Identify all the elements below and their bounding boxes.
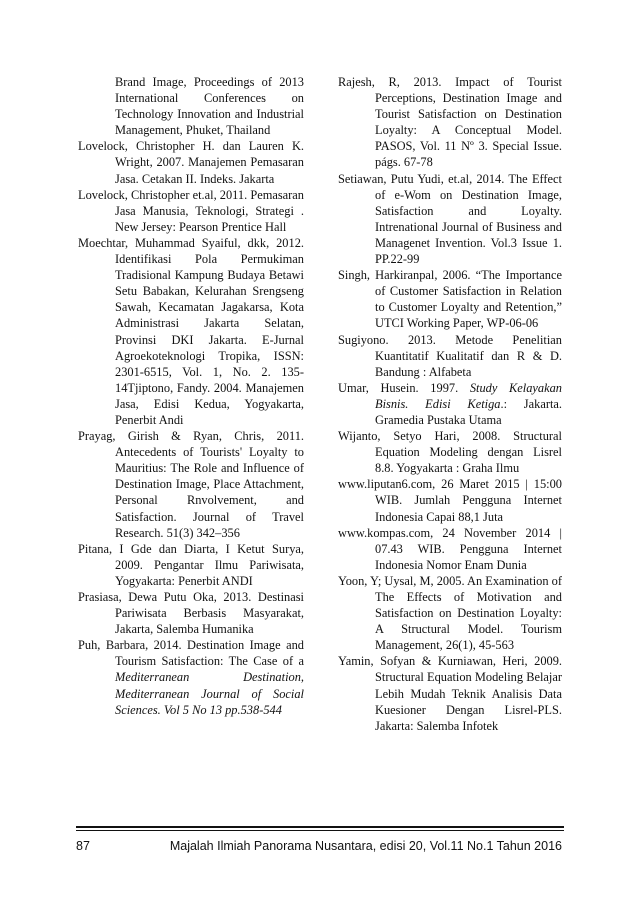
reference-text: Prasiasa, Dewa Putu Oka, 2013. Destinasi Pariwisata Berbasis Masyarakat, Jakarta, Salemba Humanika: [78, 590, 304, 637]
reference-text: .: Jakarta. Gramedia Pustaka Utama: [375, 396, 562, 427]
reference-text: Umar, Husein. 1997.: [338, 380, 470, 395]
references-left-column: [78, 74, 304, 718]
reference-entry: [78, 187, 304, 235]
reference-text: Setiawan, Putu Yudi, et.al, 2014. The Effect of e-Wom on Destination Image, Satisfaction and Loyalty. Intrenational Journal of Business and Managenet Invention. Vol.3 Issue 1. PP.22-99: [338, 171, 562, 267]
reference-entry: [338, 653, 562, 733]
reference-entry: [78, 541, 304, 589]
reference-text: Prayag, Girish & Ryan, Chris, 2011. Antecedents of Tourists' Loyalty to Mauritius: The Role and Influence of Destination Image, Place Attachment, Personal Rnvolvement, and Satisfaction. Journal of Travel Research. 51(3) 342–356: [78, 429, 304, 540]
reference-text: Sugiyono. 2013. Metode Penelitian Kuantitatif Kualitatif dan R & D. Bandung : Alfabeta: [338, 332, 562, 379]
reference-text: Moechtar, Muhammad Syaiful, dkk, 2012. Identifikasi Pola Permukiman Tradisional Kampung Budaya Betawi Setu Babakan, Kelurahan Srengseng Sawah, Kecamatan Jagakarsa, Kota Administrasi Jakarta Selatan, Provinsi DKI Jakarta. E-Jurnal Agroekoteknologi Tropika, ISSN: 2301-6515, Vol. 1, No. 2. 135-14Tjiptono, Fandy. 2004. Manajemen Jasa, Edisi Kedua, Yogyakarta, Penerbit Andi: [78, 235, 304, 427]
reference-text: Yamin, Sofyan & Kurniawan, Heri, 2009. Structural Equation Modeling Belajar Lebih Mudah Teknik Analisis Data Kuesioner Dengan Lisrel-PLS. Jakarta: Salemba Infotek: [338, 654, 562, 733]
references-right-column: [338, 74, 562, 734]
reference-text: www.kompas.com, 24 November 2014 | 07.43 WIB. Pengguna Internet Indonesia Nomor Enam Dunia: [338, 525, 562, 572]
reference-text: Lovelock, Christopher H. dan Lauren K. Wright, 2007. Manajemen Pemasaran Jasa. Cetakan II. Indeks. Jakarta: [78, 139, 304, 186]
reference-italic-text: Mediterranean Destination, Mediterranean Journal of Social Sciences. Vol 5 No 13 pp.538-544: [115, 670, 304, 717]
reference-italic-text: Study Kelayakan Bisnis. Edisi Ketiga: [375, 380, 562, 411]
reference-text: www.liputan6.com, 26 Maret 2015 | 15:00 WIB. Jumlah Pengguna Internet Indonesia Capai 88,1 Juta: [338, 477, 562, 524]
reference-text: Puh, Barbara, 2014. Destination Image and Tourism Satisfaction: The Case of a: [78, 638, 304, 669]
reference-continuation: [78, 74, 304, 138]
reference-entry: [338, 380, 562, 428]
journal-name: Majalah Ilmiah Panorama Nusantara, edisi 20, Vol.11 No.1 Tahun 2016: [169, 839, 562, 853]
reference-text: Yoon, Y; Uysal, M, 2005. An Examination of The Effects of Motivation and Satisfaction on Destination Loyalty: A Structural Model. Tourism Management, 26(1), 45-563: [338, 573, 562, 653]
reference-text: Rajesh, R, 2013. Impact of Tourist Perceptions, Destination Image and Tourist Satisfaction on Destination Loyalty: A Conceptual Model. PASOS, Vol. 11 Nº 3. Special Issue. págs. 67-78: [338, 75, 562, 170]
reference-entry: [338, 332, 562, 380]
reference-text: Lovelock, Christopher et.al, 2011. Pemasaran Jasa Manusia, Teknologi, Strategi . New Jersey: Pearson Prentice Hall: [78, 187, 304, 234]
reference-entry: [78, 589, 304, 637]
reference-entry: [78, 637, 304, 717]
reference-entry: [338, 74, 562, 171]
footer-double-rule: [76, 826, 564, 831]
reference-entry: [78, 138, 304, 186]
page-number: 87: [76, 839, 90, 853]
reference-entry: [338, 573, 562, 653]
reference-entry: [78, 235, 304, 428]
reference-text: Wijanto, Setyo Hari, 2008. Structural Equation Modeling dengan Lisrel 8.8. Yogyakarta : Graha Ilmu: [338, 429, 562, 476]
reference-entry: [78, 428, 304, 541]
reference-entry: [338, 171, 562, 268]
reference-text: Pitana, I Gde dan Diarta, I Ketut Surya, 2009. Pengantar Ilmu Pariwisata, Yogyakarta: Penerbit ANDI: [78, 541, 304, 588]
reference-entry: [338, 525, 562, 573]
reference-entry: [338, 267, 562, 331]
reference-text: Singh, Harkiranpal, 2006. “The Importance of Customer Satisfaction in Relation to Customer Loyalty and Retention,” UTCI Working Paper, WP-06-06: [338, 268, 562, 331]
reference-entry: [338, 428, 562, 476]
reference-entry: [338, 476, 562, 524]
reference-text: Brand Image, Proceedings of 2013 International Conferences on Technology Innovation and Industrial Management, Phuket, Thailand: [115, 75, 304, 138]
